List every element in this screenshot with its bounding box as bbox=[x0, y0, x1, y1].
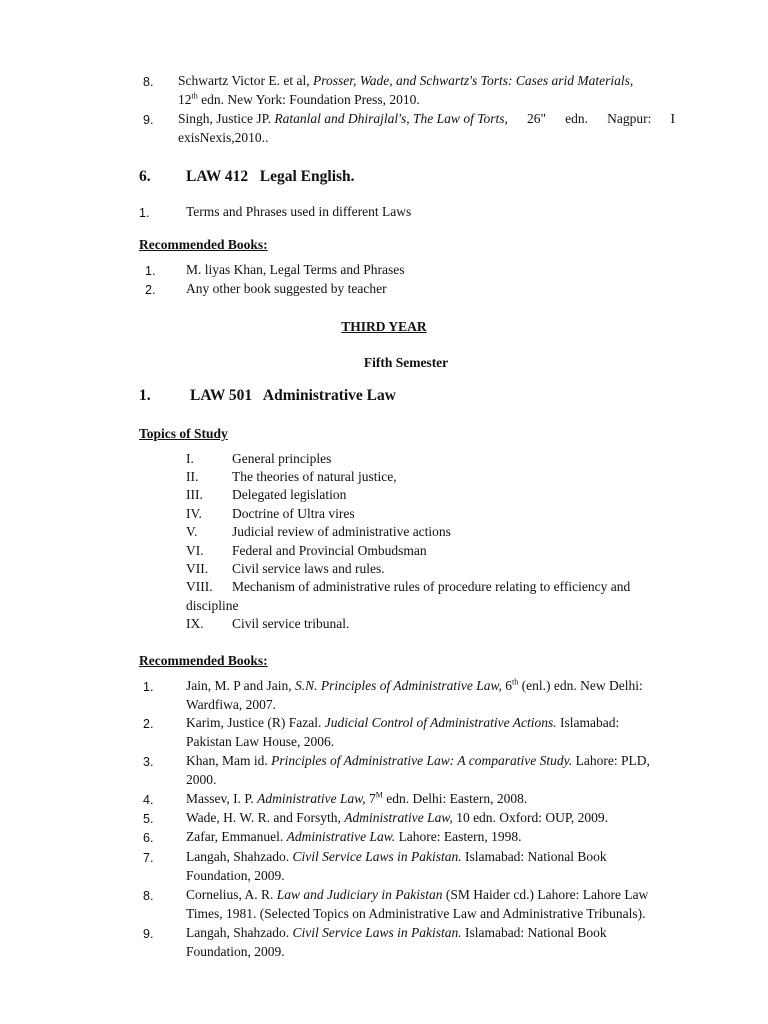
book-title: Ratanlal and Dhirajlal's, The Law of Torts, bbox=[274, 111, 508, 126]
topic-number: VI. bbox=[186, 543, 204, 558]
section-heading: Recommended Books: bbox=[139, 237, 268, 252]
topic-text: Federal and Provincial Ombudsman bbox=[232, 543, 427, 558]
section-heading: Recommended Books: bbox=[139, 653, 268, 668]
book-entry-line2 bbox=[178, 91, 420, 109]
book-entry-line2: Foundation, 2009. bbox=[186, 944, 285, 959]
course-title: LAW 412 Legal English. bbox=[186, 168, 355, 185]
book-entry bbox=[186, 848, 607, 866]
book-title: Administrative Law, bbox=[344, 810, 453, 825]
book-entry-line2: exisNexis,2010.. bbox=[178, 130, 269, 145]
topic-text: The theories of natural justice, bbox=[232, 469, 397, 484]
book-entry bbox=[186, 714, 619, 732]
book-edition: 7 bbox=[365, 791, 376, 806]
book-entry bbox=[178, 110, 675, 128]
book-publisher: 26" edn. Nagpur: I bbox=[507, 111, 675, 126]
topic-text: Mechanism of administrative rules of procedure relating to efficiency and bbox=[232, 579, 631, 594]
topic-number: VIII. bbox=[186, 579, 213, 594]
list-number: 3. bbox=[143, 755, 154, 769]
book-publisher: Lahore: Eastern, 1998. bbox=[395, 829, 522, 844]
book-entry: M. liyas Khan, Legal Terms and Phrases bbox=[186, 262, 405, 277]
book-title: Civil Service Laws in Pakistan. bbox=[292, 925, 462, 940]
topic-text: General principles bbox=[232, 451, 332, 466]
list-number: 7. bbox=[143, 851, 154, 865]
topic-number: VII. bbox=[186, 561, 209, 576]
book-entry-line2: Wardfiwa, 2007. bbox=[186, 697, 277, 712]
book-publisher: Lahore: PLD, bbox=[572, 753, 650, 768]
book-entry bbox=[178, 72, 633, 90]
book-entry-line2: Foundation, 2009. bbox=[186, 868, 285, 883]
book-author: Wade, H. W. R. and Forsyth, bbox=[186, 810, 345, 825]
book-entry bbox=[186, 752, 650, 770]
book-entry bbox=[186, 790, 527, 808]
book-edition: 12 bbox=[178, 92, 192, 107]
topic-text: Civil service tribunal. bbox=[232, 616, 350, 631]
topic-text: Delegated legislation bbox=[232, 487, 347, 502]
list-number: 8. bbox=[143, 75, 154, 89]
book-publisher: Islamabad: National Book bbox=[461, 849, 607, 864]
book-author: Massev, I. P. bbox=[186, 791, 258, 806]
list-number: 9. bbox=[143, 113, 154, 127]
topic-number: III. bbox=[186, 487, 203, 502]
year-heading-wrap bbox=[0, 319, 768, 335]
book-author: Karim, Justice (R) Fazal. bbox=[186, 715, 325, 730]
book-author: Khan, Mam id. bbox=[186, 753, 272, 768]
list-number: 1. bbox=[139, 206, 150, 220]
book-title: Administrative Law. bbox=[286, 829, 396, 844]
book-entry bbox=[186, 677, 643, 695]
book-publisher: (enl.) edn. New Delhi: bbox=[518, 678, 643, 693]
superscript: M bbox=[375, 790, 383, 800]
superscript: th bbox=[191, 91, 198, 101]
book-author: Jain, M. P and Jain, bbox=[186, 678, 295, 693]
list-number: 2. bbox=[145, 283, 156, 297]
topic-text: Doctrine of Ultra vires bbox=[232, 506, 355, 521]
topic-text: Judicial review of administrative actions bbox=[232, 524, 451, 539]
book-publisher: edn. New York: Foundation Press, 2010. bbox=[197, 92, 420, 107]
book-title: Prosser, Wade, and Schwartz's Torts: Cases arid Materials, bbox=[313, 73, 634, 88]
list-number: 4. bbox=[143, 793, 154, 807]
book-title: S.N. Principles of Administrative Law, bbox=[295, 678, 502, 693]
book-title: Administrative Law, bbox=[257, 791, 366, 806]
course-number: 1. bbox=[139, 387, 151, 404]
book-entry-line2: Times, 1981. (Selected Topics on Administrative Law and Administrative Tribunals). bbox=[186, 906, 646, 921]
list-number: 9. bbox=[143, 927, 154, 941]
superscript: th bbox=[512, 677, 519, 687]
book-entry bbox=[186, 828, 522, 846]
topic-number: IX. bbox=[186, 616, 204, 631]
book-entry bbox=[186, 809, 608, 827]
topic-text-continued: discipline bbox=[186, 598, 239, 613]
book-title: Principles of Administrative Law: A comparative Study. bbox=[271, 753, 573, 768]
book-author: Langah, Shahzado. bbox=[186, 849, 293, 864]
topic-text: Civil service laws and rules. bbox=[232, 561, 385, 576]
book-entry bbox=[186, 924, 607, 942]
course-title: LAW 501 Administrative Law bbox=[190, 387, 396, 404]
book-entry-line2: Pakistan Law House, 2006. bbox=[186, 734, 335, 749]
book-author: Singh, Justice JP. bbox=[178, 111, 275, 126]
topic-number: IV. bbox=[186, 506, 202, 521]
list-number: 2. bbox=[143, 717, 154, 731]
book-title: Judicial Control of Administrative Actions. bbox=[324, 715, 557, 730]
list-number: 8. bbox=[143, 889, 154, 903]
book-publisher: edn. Delhi: Eastern, 2008. bbox=[382, 791, 528, 806]
year-heading: THIRD YEAR bbox=[341, 319, 427, 334]
topics-heading: Topics of Study bbox=[139, 426, 228, 441]
book-author: Schwartz Victor E. et al, bbox=[178, 73, 314, 88]
course-number: 6. bbox=[139, 168, 151, 185]
book-author: Langah, Shahzado. bbox=[186, 925, 293, 940]
book-title: Law and Judiciary in Pakistan bbox=[276, 887, 443, 902]
book-publisher: 10 edn. Oxford: OUP, 2009. bbox=[452, 810, 609, 825]
book-publisher: (SM Haider cd.) Lahore: Lahore Law bbox=[442, 887, 649, 902]
topic-number: II. bbox=[186, 469, 199, 484]
topic-number: I. bbox=[186, 451, 194, 466]
topic-text: Terms and Phrases used in different Laws bbox=[186, 204, 412, 219]
list-number: 1. bbox=[143, 680, 154, 694]
book-entry: Any other book suggested by teacher bbox=[186, 281, 387, 296]
book-entry-line2: 2000. bbox=[186, 772, 217, 787]
book-author: Zafar, Emmanuel. bbox=[186, 829, 287, 844]
book-edition: 6 bbox=[501, 678, 513, 693]
list-number: 5. bbox=[143, 812, 154, 826]
book-author: Cornelius, A. R. bbox=[186, 887, 277, 902]
book-publisher: Islamabad: bbox=[556, 715, 620, 730]
book-entry bbox=[186, 886, 648, 904]
semester-heading: Fifth Semester bbox=[363, 355, 449, 370]
book-title: Civil Service Laws in Pakistan. bbox=[292, 849, 462, 864]
list-number: 6. bbox=[143, 831, 154, 845]
book-publisher: Islamabad: National Book bbox=[461, 925, 607, 940]
topic-number: V. bbox=[186, 524, 198, 539]
list-number: 1. bbox=[145, 264, 156, 278]
